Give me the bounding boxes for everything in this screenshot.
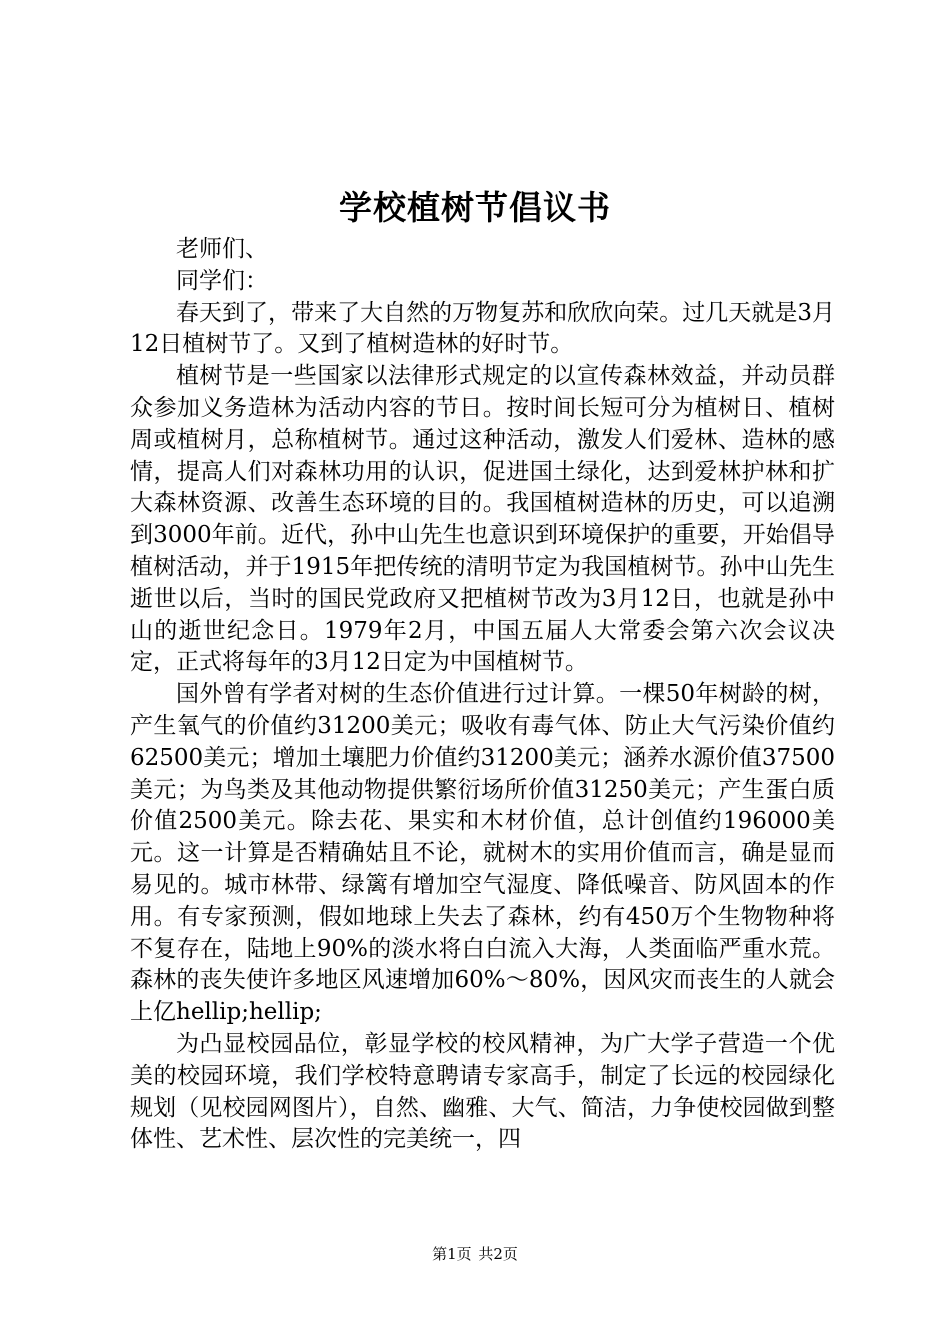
paragraph-spring: 春天到了，带来了大自然的万物复苏和欣欣向荣。过几天就是3月12日植树节了。又到了植树造林的好时节。 — [130, 299, 835, 358]
paragraph-tree-value: 国外曾有学者对树的生态价值进行过计算。一棵50年树龄的树，产生氧气的价值约31200美元；吸收有毒气体、防止大气污染价值约62500美元；增加土壤肥力价值约31200美元；涵养水源价值37500美元；为鸟类及其他动物提供繁衍场所价值31250美元；产生蛋白质价值2500美元。除去花、果实和木材价值，总计创值约196000美元。这一计算是否精确姑且不论，就树木的实用价值而言，确是显而易见的。城市林带、绿篱有增加空气湿度、降低噪音、防风固本的作用。有专家预测，假如地球上失去了森林，约有450万个生物物种将不复存在，陆地上90%的淡水将白白流入大海，人类面临严重水荒。森林的丧失使许多地区风速增加60%～80%，因风灾而丧生的人就会上亿hellip;hellip; — [130, 681, 835, 1026]
paragraph-arbor-day-history: 植树节是一些国家以法律形式规定的以宣传森林效益，并动员群众参加义务造林为活动内容的节日。按时间长短可分为植树日、植树周或植树月，总称植树节。通过这种活动，激发人们爱林、造林的感情，提高人们对森林功用的认识，促进国土绿化，达到爱林护林和扩大森林资源、改善生态环境的目的。我国植树造林的历史，可以追溯到3000年前。近代，孙中山先生也意识到环境保护的重要，开始倡导植树活动，并于1915年把传统的清明节定为我国植树节。孙中山先生逝世以后，当时的国民党政府又把植树节改为3月12日，也就是孙中山的逝世纪念日。1979年2月，中国五届人大常委会第六次会议决定，正式将每年的3月12日定为中国植树节。 — [130, 363, 835, 676]
document-body — [130, 234, 835, 1156]
salutation-teachers: 老师们、 — [176, 236, 268, 262]
paragraph-campus-greening: 为凸显校园品位，彰显学校的校风精神，为广大学子营造一个优美的校园环境，我们学校特意聘请专家高手，制定了长远的校园绿化规划（见校园网图片），自然、幽雅、大气、简洁，力争使校园做到整体性、艺术性、层次性的完美统一，四 — [130, 1030, 835, 1153]
salutation-students: 同学们： — [176, 267, 268, 294]
document-title: 学校植树节倡议书 — [339, 188, 611, 227]
page-number-footer: 第1页 共2页 — [432, 1245, 518, 1263]
